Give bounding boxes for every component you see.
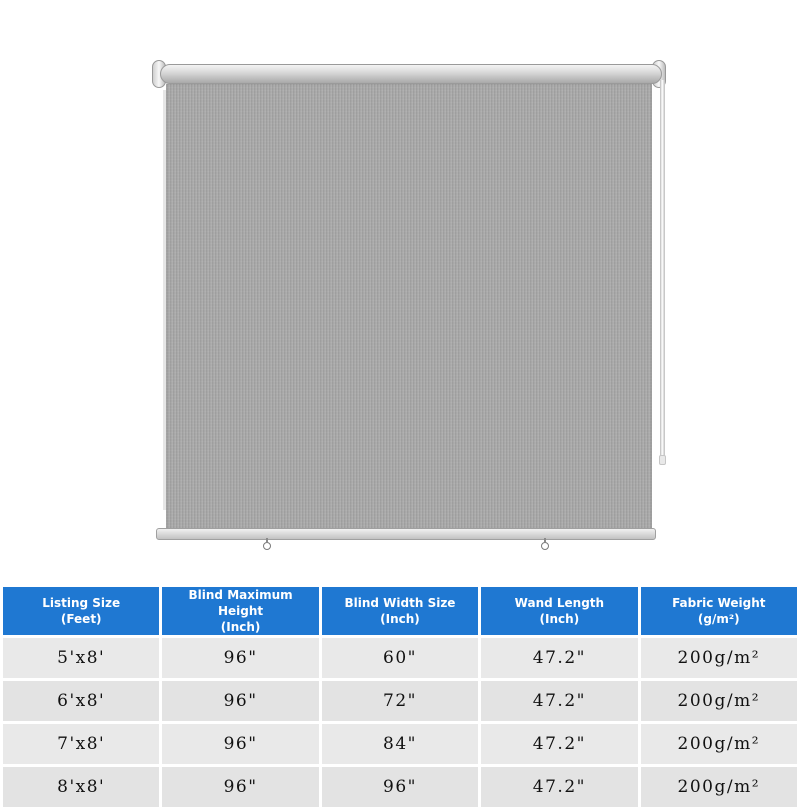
- header-label: Blind Width Size: [344, 596, 456, 610]
- header-unit: (g/m²): [697, 612, 740, 626]
- header-label: Wand Length: [514, 596, 605, 610]
- cell-wand-length: 47.2": [481, 681, 637, 721]
- header-unit: (Inch): [539, 612, 580, 626]
- header-blind-maximum-height: [162, 587, 318, 635]
- cell-max-height: 96": [162, 724, 318, 764]
- cell-wand-length: 47.2": [481, 724, 637, 764]
- cell-listing-size: 7'x8': [3, 724, 159, 764]
- header-label: Blind Maximum Height: [188, 588, 293, 618]
- cell-width-size: 84": [322, 724, 478, 764]
- header-blind-width-size: [322, 587, 478, 635]
- cell-width-size: 96": [322, 767, 478, 807]
- roller-tube: [160, 64, 662, 84]
- table-row: [3, 638, 797, 678]
- cell-listing-size: 8'x8': [3, 767, 159, 807]
- cell-fabric-weight: 200g/m²: [641, 681, 797, 721]
- header-fabric-weight: [641, 587, 797, 635]
- cell-listing-size: 6'x8': [3, 681, 159, 721]
- cell-wand-length: 47.2": [481, 767, 637, 807]
- cell-width-size: 60": [322, 638, 478, 678]
- header-label: Fabric Weight: [672, 596, 766, 610]
- header-unit: (Feet): [60, 612, 102, 626]
- cell-wand-length: 47.2": [481, 638, 637, 678]
- cell-max-height: 96": [162, 681, 318, 721]
- pull-ring-icon: [263, 538, 271, 550]
- cell-fabric-weight: 200g/m²: [641, 767, 797, 807]
- table-row: [3, 681, 797, 721]
- table-row: [3, 724, 797, 764]
- fabric-edge: [163, 90, 166, 510]
- cell-max-height: 96": [162, 638, 318, 678]
- cell-fabric-weight: 200g/m²: [641, 724, 797, 764]
- header-wand-length: [481, 587, 637, 635]
- control-wand: [660, 80, 665, 460]
- wand-tip: [659, 455, 666, 465]
- size-specification-table: [0, 584, 800, 810]
- cell-max-height: 96": [162, 767, 318, 807]
- header-listing-size: [3, 587, 159, 635]
- shade-fabric: [166, 84, 652, 532]
- cell-listing-size: 5'x8': [3, 638, 159, 678]
- header-unit: (Inch): [380, 612, 420, 626]
- bottom-rail: [156, 528, 656, 540]
- table-row: [3, 767, 797, 807]
- cell-fabric-weight: 200g/m²: [641, 638, 797, 678]
- header-unit: (Inch): [220, 620, 261, 634]
- header-label: Listing Size: [42, 596, 121, 610]
- table-header-row: [3, 587, 797, 635]
- cell-width-size: 72": [322, 681, 478, 721]
- pull-ring-icon: [541, 538, 549, 550]
